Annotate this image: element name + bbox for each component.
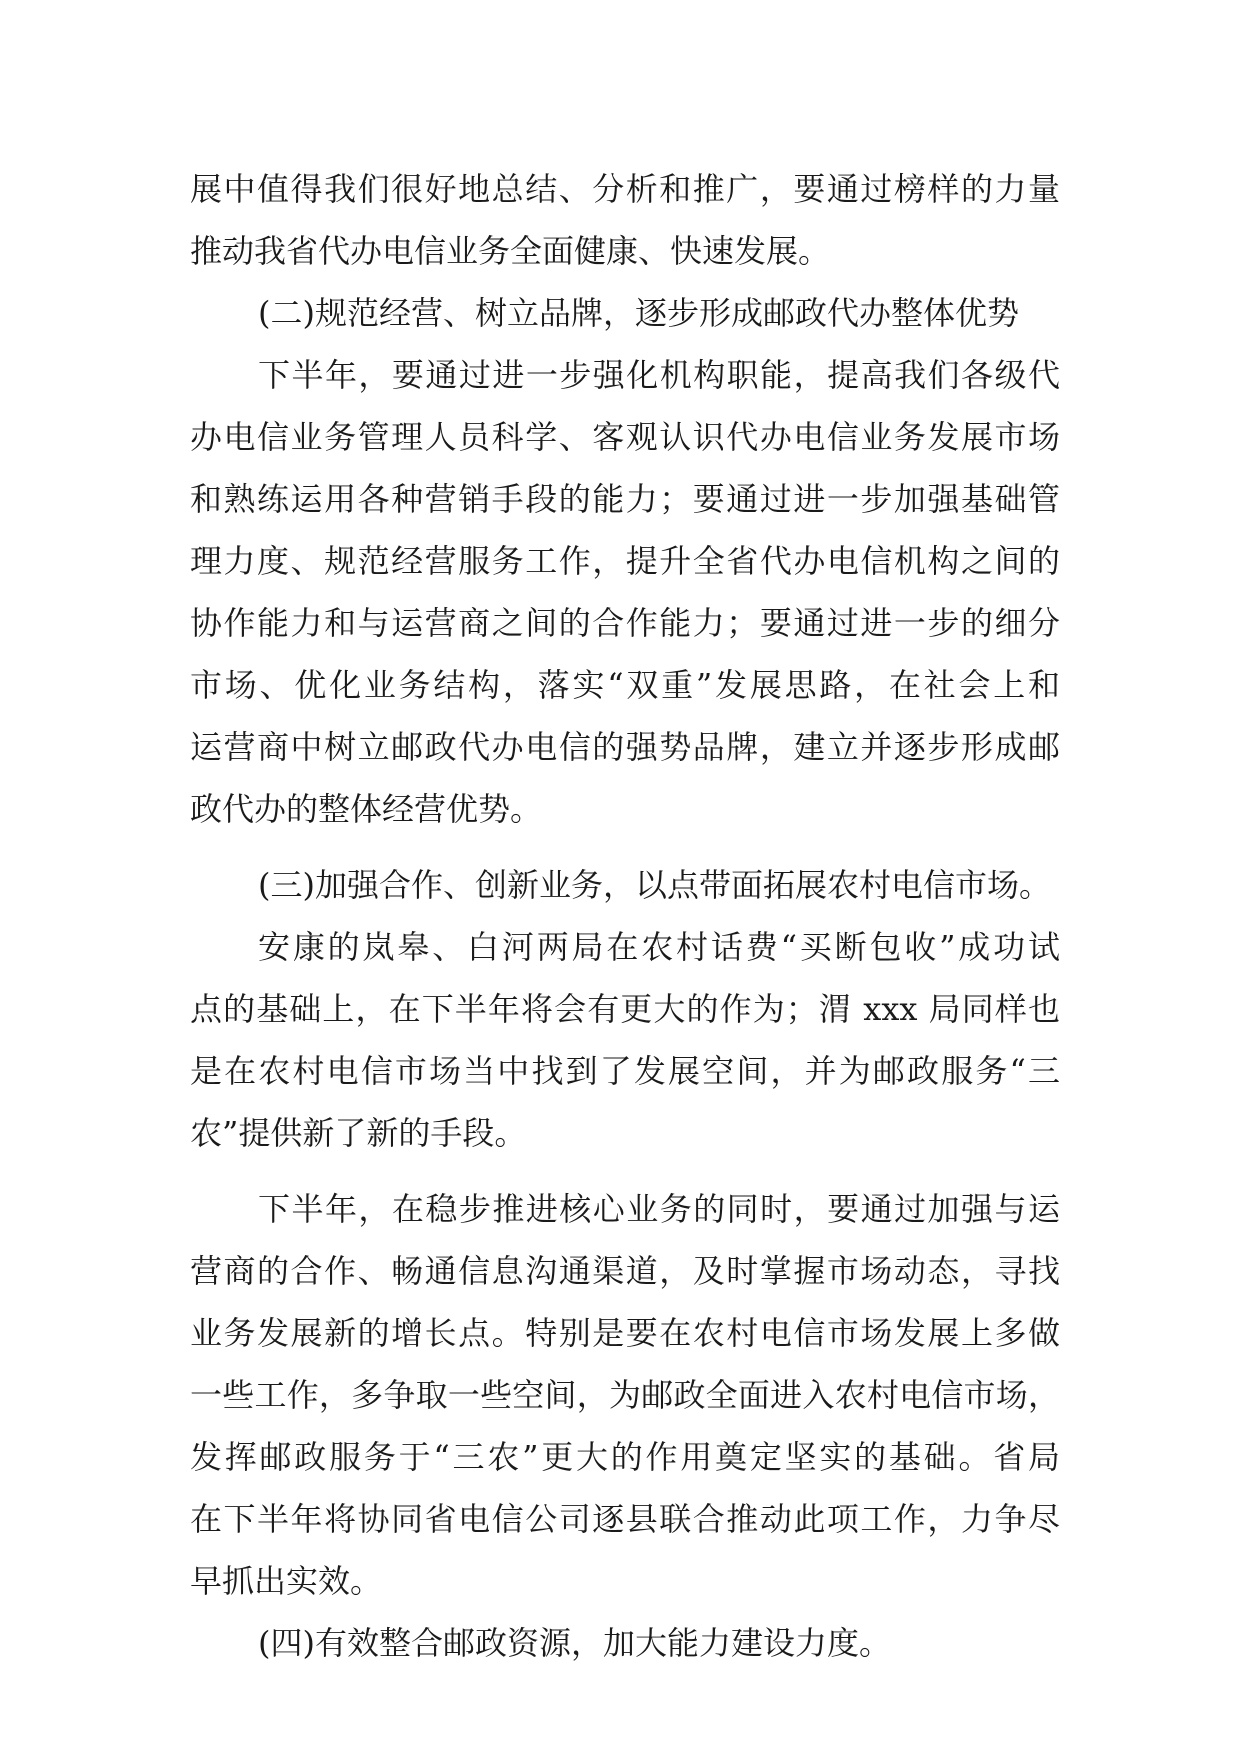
paragraph-line: 协作能力和与运营商之间的合作能力；要通过进一步的细分 — [190, 604, 1060, 642]
paragraph-line: 在下半年将协同省电信公司逐县联合推动此项工作，力争尽 — [190, 1500, 1060, 1538]
paragraph-line: 下半年，在稳步推进核心业务的同时，要通过加强与运 — [258, 1190, 1060, 1228]
paragraph-line: 业务发展新的增长点。特别是要在农村电信市场发展上多做 — [190, 1314, 1060, 1352]
paragraph-line: 政代办的整体经营优势。 — [190, 790, 543, 828]
paragraph-line: 是在农村电信市场当中找到了发展空间，并为邮政服务“三 — [190, 1052, 1060, 1090]
paragraph-line: 农”提供新了新的手段。 — [190, 1114, 527, 1152]
paragraph-line: 运营商中树立邮政代办电信的强势品牌，建立并逐步形成邮 — [190, 728, 1060, 766]
paragraph-line: 市场、优化业务结构，落实“双重”发展思路，在社会上和 — [190, 666, 1060, 704]
document-body — [190, 158, 1060, 1674]
paragraph-line: 下半年，要通过进一步强化机构职能，提高我们各级代 — [258, 356, 1060, 394]
section-heading: (二)规范经营、树立品牌，逐步形成邮政代办整体优势 — [258, 294, 1019, 332]
paragraph-line: 一些工作，多争取一些空间，为邮政全面进入农村电信市场， — [190, 1376, 1060, 1414]
section-heading: (三)加强合作、创新业务，以点带面拓展农村电信市场。 — [258, 866, 1051, 904]
paragraph-line: 点的基础上，在下半年将会有更大的作为；渭 xxx 局同样也 — [190, 990, 1060, 1028]
paragraph-line: 推动我省代办电信业务全面健康、快速发展。 — [190, 232, 831, 270]
paragraph-line: 和熟练运用各种营销手段的能力；要通过进一步加强基础管 — [190, 480, 1060, 518]
paragraph-line: 办电信业务管理人员科学、客观认识代办电信业务发展市场 — [190, 418, 1060, 456]
paragraph-line: 发挥邮政服务于“三农”更大的作用奠定坚实的基础。省局 — [190, 1438, 1060, 1476]
section-heading: (四)有效整合邮政资源，加大能力建设力度。 — [258, 1624, 891, 1662]
paragraph-line: 安康的岚皋、白河两局在农村话费“买断包收”成功试 — [258, 928, 1060, 966]
paragraph-line: 理力度、规范经营服务工作，提升全省代办电信机构之间的 — [190, 542, 1060, 580]
paragraph-line: 展中值得我们很好地总结、分析和推广，要通过榜样的力量 — [190, 170, 1060, 208]
paragraph-line: 早抓出实效。 — [190, 1562, 383, 1600]
paragraph-line: 营商的合作、畅通信息沟通渠道，及时掌握市场动态，寻找 — [190, 1252, 1060, 1290]
